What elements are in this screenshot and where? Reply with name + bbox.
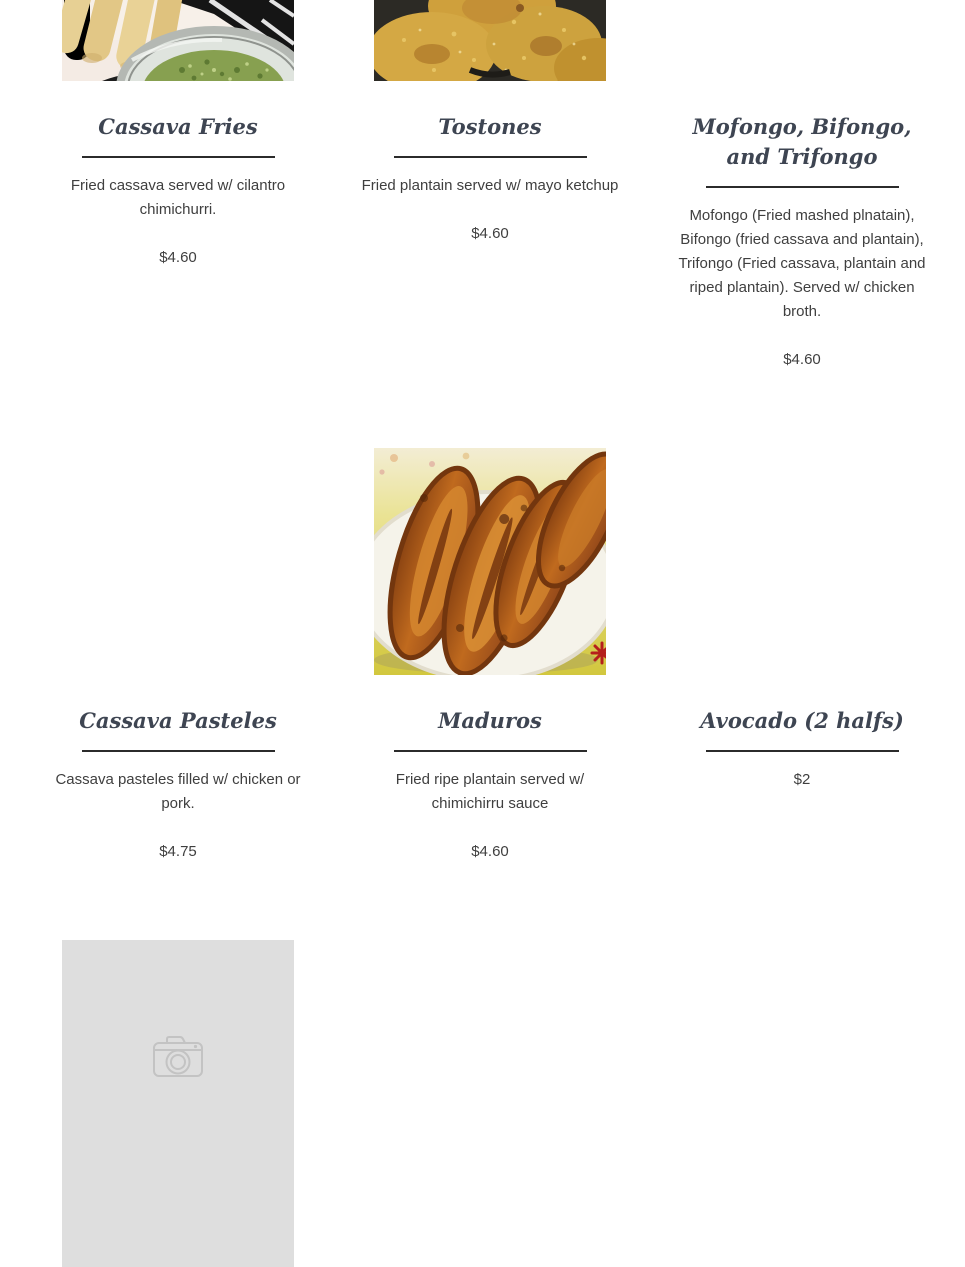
title-divider: [394, 156, 587, 158]
item-description: Fried ripe plantain served w/ chimichirru sauce: [395, 771, 585, 812]
cassava-fries-photo: [62, 0, 294, 81]
empty-photo-slot: [62, 448, 294, 675]
title-divider: [706, 750, 899, 752]
item-price: $4.60: [159, 249, 197, 266]
item-title: Mofongo, Bifongo, and Trifongo: [692, 114, 912, 169]
menu-item-maduros: [334, 448, 646, 864]
title-divider: [82, 750, 275, 752]
item-price: $4.60: [471, 843, 509, 860]
maduros-photo-art: [374, 448, 606, 675]
item-price: $4.60: [783, 351, 821, 368]
item-title: Cassava Pasteles: [79, 708, 277, 733]
image-placeholder: [62, 940, 294, 1267]
item-title: Maduros: [438, 708, 542, 733]
cassava-fries-photo-art: [62, 0, 294, 81]
item-title: Avocado (2 halfs): [700, 708, 904, 733]
item-description: Fried cassava served w/ cilantro chimichurri.: [70, 177, 286, 218]
empty-photo-slot: [686, 448, 918, 675]
item-description: Fried plantain served w/ mayo ketchup: [361, 177, 619, 194]
empty-photo-slot: [686, 0, 918, 81]
item-title: Tostones: [438, 114, 542, 139]
tostones-photo-art: [374, 0, 606, 81]
item-price: $2: [793, 771, 811, 788]
menu-item-cassava-pasteles: [22, 448, 334, 864]
menu-item-tostones: [334, 0, 646, 372]
menu-item-cassava-fries: [22, 0, 334, 372]
item-description: Mofongo (Fried mashed plnatain), Bifongo (fried cassava and plantain), Trifongo (Fried cassava, plantain and riped plantain). Served w/ chicken broth.: [678, 207, 926, 320]
camera-icon: [150, 1035, 206, 1079]
title-divider: [82, 156, 275, 158]
tostones-photo: [374, 0, 606, 81]
item-price: $4.75: [159, 843, 197, 860]
title-divider: [706, 186, 899, 188]
menu-item-placeholder: [22, 940, 334, 1267]
title-divider: [394, 750, 587, 752]
menu-item-avocado: [646, 448, 958, 864]
menu-item-mofongo-bifongo-trifongo: [646, 0, 958, 372]
maduros-photo: [374, 448, 606, 675]
item-title: Cassava Fries: [98, 114, 258, 139]
item-description: Cassava pasteles filled w/ chicken or pork.: [55, 771, 301, 812]
item-price: $4.60: [471, 225, 509, 242]
